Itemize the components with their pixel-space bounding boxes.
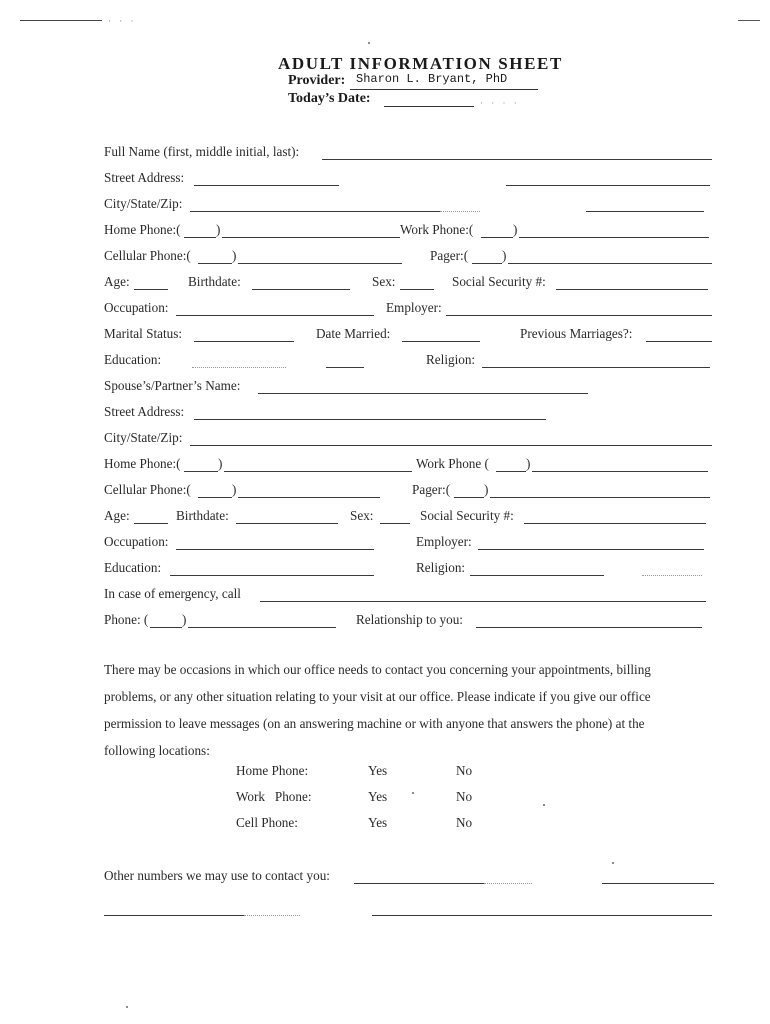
spouse-name-row: [104, 376, 714, 396]
emergency-phone-label: Phone: (: [104, 612, 149, 627]
street-address-row: [104, 168, 714, 188]
full-name-row: [104, 142, 714, 162]
spouse-occupation-field[interactable]: [176, 549, 374, 550]
spouse-religion-label: Religion:: [416, 560, 466, 575]
relationship-label: Relationship to you:: [356, 612, 463, 627]
education-religion-row: [104, 350, 714, 370]
other-numbers-field[interactable]: [354, 883, 484, 884]
work-phone-area-code-field[interactable]: [481, 237, 513, 238]
spouse-work-phone-field[interactable]: [532, 471, 708, 472]
occupation-label: Occupation:: [104, 300, 169, 315]
todays-date-label: Today’s Date:: [288, 91, 371, 106]
spouse-name-label: Spouse’s/Partner’s Name:: [104, 378, 241, 393]
work-phone-label: Work Phone:(: [400, 222, 474, 237]
pager-area-code-field[interactable]: [472, 263, 502, 264]
scan-edge-dots: · · ·: [108, 16, 137, 26]
other-numbers-line-2b[interactable]: [372, 915, 712, 916]
cell-phone-field[interactable]: [238, 263, 402, 264]
date-married-field[interactable]: [402, 341, 480, 342]
scan-speck: [368, 42, 370, 44]
notice-line-3: permission to leave messages (on an answering machine or with anyone that answers the phone) at the: [104, 716, 645, 731]
spouse-city-field[interactable]: [190, 445, 712, 446]
home-phone-label: Home Phone:(: [104, 222, 181, 237]
spouse-work-phone-label: Work Phone (: [416, 456, 489, 471]
employer-label: Employer:: [386, 300, 442, 315]
religion-field[interactable]: [482, 367, 710, 368]
education-label: Education:: [104, 352, 162, 367]
home-phone-yes-option[interactable]: Yes: [368, 763, 388, 778]
age-birthdate-row: [104, 272, 714, 292]
employer-field[interactable]: [446, 315, 712, 316]
spouse-pager-field[interactable]: [490, 497, 710, 498]
city-state-zip-field[interactable]: [190, 211, 440, 212]
education-field-2[interactable]: [326, 367, 364, 368]
notice-line-4: following locations:: [104, 743, 210, 758]
spouse-age-birthdate-row: [104, 506, 714, 526]
spouse-street-row: [104, 402, 714, 422]
provider-underline: [350, 89, 538, 90]
spouse-education-row: [104, 558, 714, 578]
spouse-home-work-phone-row: [104, 454, 714, 474]
spouse-employer-label: Employer:: [416, 534, 472, 549]
spouse-sex-field[interactable]: [380, 523, 410, 524]
spouse-city-row: [104, 428, 714, 448]
occupation-field[interactable]: [176, 315, 374, 316]
work-phone-no-option[interactable]: No: [456, 789, 473, 804]
spouse-cell-pager-row: [104, 480, 714, 500]
spouse-city-label: City/State/Zip:: [104, 430, 183, 445]
home-phone-permission-label: Home Phone:: [236, 763, 309, 778]
spouse-ssn-label: Social Security #:: [420, 508, 514, 523]
spouse-home-paren: ): [218, 456, 223, 471]
other-numbers-row: [104, 866, 714, 886]
todays-date-dots: · · · ·: [480, 98, 520, 108]
home-phone-area-code-field[interactable]: [184, 237, 216, 238]
spouse-cell-phone-field[interactable]: [238, 497, 380, 498]
other-numbers-line-2-dots: [244, 915, 300, 916]
street-address-field[interactable]: [194, 185, 339, 186]
notice-line-1: There may be occasions in which our office needs to contact you concerning your appointments, billing: [104, 662, 651, 677]
spouse-home-area-code-field[interactable]: [184, 471, 218, 472]
cell-phone-permission-label: Cell Phone:: [236, 815, 298, 830]
other-numbers-label: Other numbers we may use to contact you:: [104, 868, 330, 883]
home-work-phone-row: [104, 220, 714, 240]
full-name-label: Full Name (first, middle initial, last):: [104, 144, 300, 159]
scan-speck: [543, 804, 545, 806]
home-phone-no-option[interactable]: No: [456, 763, 473, 778]
pager-paren: ): [502, 248, 507, 263]
city-state-zip-row: [104, 194, 714, 214]
cell-phone-label: Cellular Phone:(: [104, 248, 191, 263]
spouse-religion-field[interactable]: [470, 575, 604, 576]
other-numbers-field-2[interactable]: [602, 883, 714, 884]
spouse-work-area-code-field[interactable]: [496, 471, 526, 472]
work-phone-paren: ): [513, 222, 518, 237]
notice-line-2: problems, or any other situation relating to your visit at our office. Please indicate if you give our office: [104, 689, 651, 704]
work-phone-field[interactable]: [519, 237, 709, 238]
emergency-phone-field[interactable]: [188, 627, 336, 628]
spouse-sex-label: Sex:: [350, 508, 374, 523]
emergency-phone-paren: ): [182, 612, 187, 627]
spouse-birthdate-label: Birthdate:: [176, 508, 229, 523]
spouse-ssn-field[interactable]: [524, 523, 706, 524]
scan-edge-line-right: [738, 20, 760, 21]
provider-value: Sharon L. Bryant, PhD: [356, 72, 508, 86]
other-numbers-row-2: [104, 898, 714, 918]
spouse-pager-paren: ): [484, 482, 489, 497]
emergency-contact-field[interactable]: [260, 601, 706, 602]
spouse-work-paren: ): [526, 456, 531, 471]
religion-label: Religion:: [426, 352, 476, 367]
occupation-employer-row: [104, 298, 714, 318]
street-address-label: Street Address:: [104, 170, 185, 185]
marital-status-field[interactable]: [194, 341, 294, 342]
education-field[interactable]: [192, 367, 286, 368]
city-state-zip-label: City/State/Zip:: [104, 196, 183, 211]
todays-date-field[interactable]: [384, 106, 474, 107]
work-phone-permission-label: Work Phone:: [236, 789, 312, 804]
full-name-field[interactable]: [322, 159, 712, 160]
home-phone-field[interactable]: [222, 237, 400, 238]
form-title: ADULT INFORMATION SHEET: [278, 54, 563, 73]
emergency-contact-row: [104, 584, 714, 604]
spouse-age-label: Age:: [104, 508, 130, 523]
spouse-age-field[interactable]: [134, 523, 168, 524]
scan-speck: [612, 862, 614, 864]
scan-speck: [412, 792, 414, 794]
spouse-pager-label: Pager:(: [412, 482, 451, 497]
spouse-street-label: Street Address:: [104, 404, 185, 419]
scan-speck: [126, 1006, 128, 1008]
cell-phone-area-code-field[interactable]: [198, 263, 232, 264]
cell-pager-row: [104, 246, 714, 266]
spouse-occupation-label: Occupation:: [104, 534, 169, 549]
other-numbers-dots: [484, 883, 532, 884]
city-state-zip-dots: [440, 211, 480, 212]
birthdate-label: Birthdate:: [188, 274, 241, 289]
previous-marriages-label: Previous Marriages?:: [520, 326, 633, 341]
city-state-zip-field-2[interactable]: [586, 211, 704, 212]
spouse-occupation-row: [104, 532, 714, 552]
relationship-field[interactable]: [476, 627, 702, 628]
date-married-label: Date Married:: [316, 326, 391, 341]
sex-field[interactable]: [400, 289, 434, 290]
spouse-pager-area-code-field[interactable]: [454, 497, 484, 498]
spouse-street-field[interactable]: [194, 419, 546, 420]
emergency-contact-label: In case of emergency, call: [104, 586, 241, 601]
cell-phone-yes-option[interactable]: Yes: [368, 815, 388, 830]
spouse-employer-field[interactable]: [478, 549, 704, 550]
spouse-birthdate-field[interactable]: [236, 523, 338, 524]
scan-edge-line: [20, 20, 102, 21]
sex-label: Sex:: [372, 274, 396, 289]
ssn-label: Social Security #:: [452, 274, 546, 289]
home-phone-paren: ): [216, 222, 221, 237]
emergency-phone-row: [104, 610, 714, 630]
spouse-religion-dots: [642, 575, 702, 576]
pager-field[interactable]: [508, 263, 712, 264]
birthdate-field[interactable]: [252, 289, 350, 290]
emergency-area-code-field[interactable]: [150, 627, 182, 628]
cell-phone-no-option[interactable]: No: [456, 815, 473, 830]
contact-permission-notice: [104, 656, 720, 764]
other-numbers-line-2a[interactable]: [104, 915, 244, 916]
spouse-education-field[interactable]: [170, 575, 374, 576]
spouse-name-field[interactable]: [258, 393, 588, 394]
street-address-field-2[interactable]: [506, 185, 710, 186]
provider-label: Provider:: [288, 73, 346, 88]
spouse-cell-paren: ): [232, 482, 237, 497]
spouse-home-phone-label: Home Phone:(: [104, 456, 181, 471]
age-field[interactable]: [134, 289, 168, 290]
marital-status-label: Marital Status:: [104, 326, 183, 341]
pager-label: Pager:(: [430, 248, 469, 263]
spouse-education-label: Education:: [104, 560, 162, 575]
spouse-home-phone-field[interactable]: [224, 471, 412, 472]
age-label: Age:: [104, 274, 130, 289]
marital-row: [104, 324, 714, 344]
spouse-cell-phone-label: Cellular Phone:(: [104, 482, 191, 497]
previous-marriages-field[interactable]: [646, 341, 712, 342]
ssn-field[interactable]: [556, 289, 708, 290]
cell-phone-paren: ): [232, 248, 237, 263]
work-phone-yes-option[interactable]: Yes: [368, 789, 388, 804]
spouse-cell-area-code-field[interactable]: [198, 497, 232, 498]
